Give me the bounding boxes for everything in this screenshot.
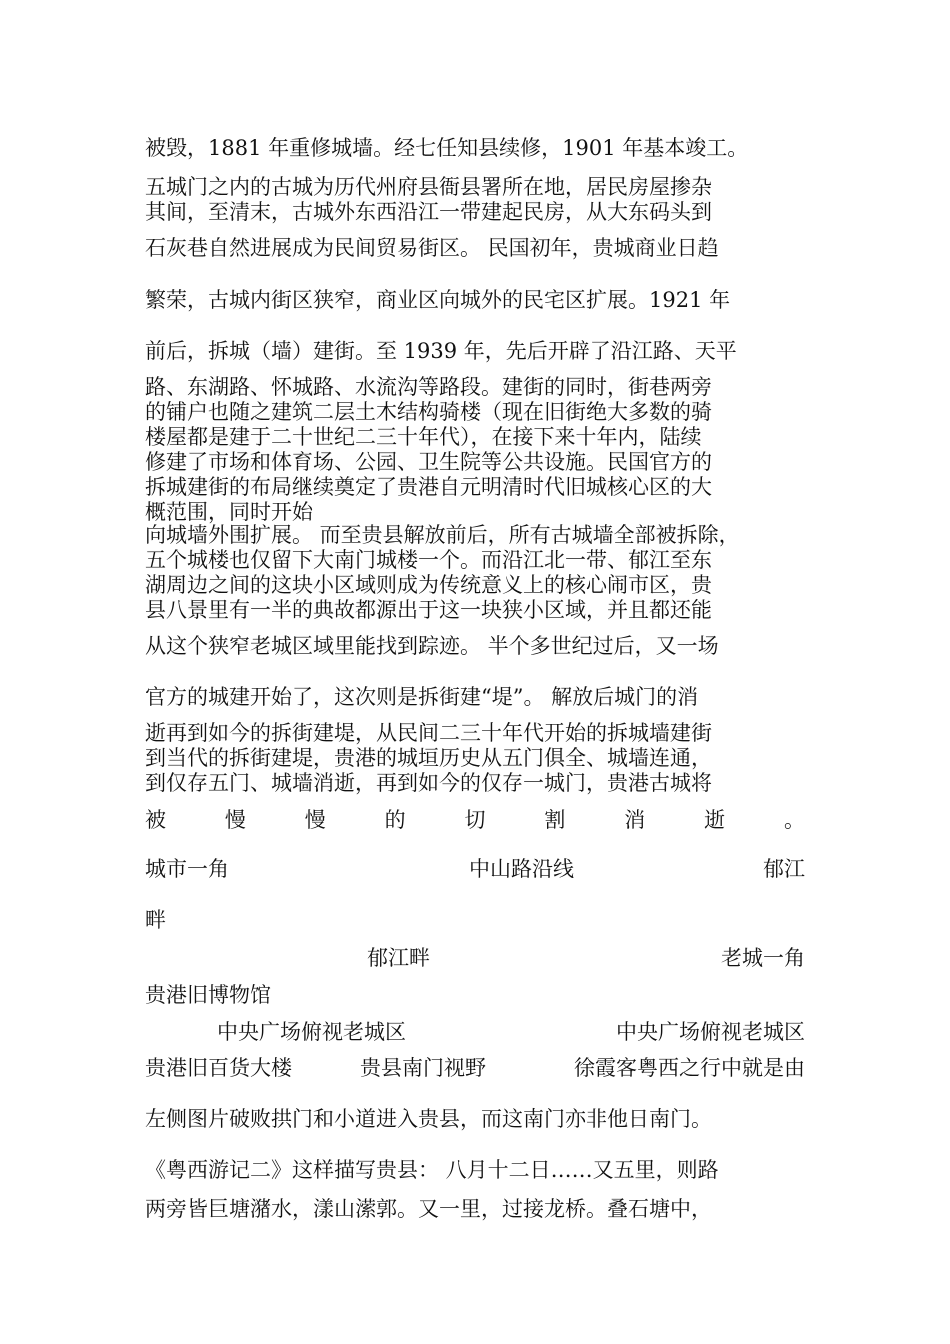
image-caption: 郁江	[763, 857, 805, 881]
spread-char: 被	[145, 808, 166, 832]
paragraph-line: 拆城建街的布局继续奠定了贵港自元明清时代旧城核心区的大	[145, 475, 712, 499]
image-caption: 城市一角	[145, 857, 229, 881]
image-caption: 郁江畔	[367, 946, 430, 970]
paragraph-line: 五城门之内的古城为历代州府县衙县署所在地，居民房屋掺杂	[145, 175, 712, 199]
caption-row	[145, 944, 805, 972]
paragraph-line: 两旁皆巨塘潴水，漾山潆郭。又一里，过接龙桥。叠石塘中，	[145, 1197, 712, 1221]
paragraph-line: 路、东湖路、怀城路、水流沟等路段。建街的同时，街巷两旁	[145, 375, 712, 399]
caption-row	[145, 855, 805, 883]
paragraph-line: 官方的城建开始了，这次则是拆街建“堤”。 解放后城门的消	[145, 685, 699, 709]
image-caption: 贵港旧博物馆	[145, 983, 271, 1007]
paragraph-line: 前后，拆城（墙）建街。至 1939 年，先后开辟了沿江路、天平	[145, 339, 737, 363]
paragraph-line: 县八景里有一半的典故都源出于这一块狭小区域，并且都还能	[145, 598, 712, 622]
paragraph-line: 左侧图片破败拱门和小道进入贵县，而这南门亦非他日南门。	[145, 1107, 712, 1131]
caption-row	[145, 1054, 805, 1082]
paragraph-line: 被毁，1881 年重修城墙。经七任知县续修，1901 年基本竣工。	[145, 136, 749, 160]
paragraph-line: 湖周边之间的这块小区域则成为传统意义上的核心闹市区，贵	[145, 573, 712, 597]
spread-char: 逝	[704, 808, 726, 832]
paragraph-line: 修建了市场和体育场、公园、卫生院等公共设施。民国官方的	[145, 450, 712, 474]
paragraph-line: 逝再到如今的拆街建堤，从民间二三十年代开始的拆城墙建街	[145, 721, 712, 745]
spread-char: 的	[384, 808, 406, 832]
spread-char: 切	[464, 808, 486, 832]
paragraph-line: 楼屋都是建于二十世纪二三十年代），在接下来十年内，陆续	[145, 425, 702, 449]
paragraph-line: 徐霞客粤西之行中就是由	[574, 1056, 805, 1080]
caption-row	[145, 906, 805, 934]
image-caption: 中央广场俯视老城区	[217, 1020, 406, 1044]
spread-line	[145, 806, 805, 834]
spread-char: 割	[544, 808, 566, 832]
paragraph-line: 向城墙外围扩展。 而至贵县解放前后，所有古城墙全部被拆除，	[145, 523, 740, 547]
paragraph-line: 石灰巷自然进展成为民间贸易街区。 民国初年，贵城商业日趋	[145, 236, 719, 260]
caption-row	[145, 1018, 805, 1046]
paragraph-line: 从这个狭窄老城区域里能找到踪迹。 半个多世纪过后，又一场	[145, 634, 719, 658]
spread-char: 消	[624, 808, 646, 832]
spread-char: 慢	[304, 808, 326, 832]
paragraph-line: 《粤西游记二》这样描写贵县： 八月十二日……又五里，则路	[145, 1158, 719, 1182]
spread-char: 慢	[224, 808, 246, 832]
paragraph-line: 概范围，同时开始	[145, 500, 313, 524]
image-caption: 中山路沿线	[469, 857, 574, 881]
caption-row	[145, 981, 805, 1009]
image-caption: 畔	[145, 908, 166, 932]
image-caption: 中央广场俯视老城区	[616, 1020, 805, 1044]
paragraph-line: 到仅存五门、城墙消逝，再到如今的仅存一城门，贵港古城将	[145, 771, 712, 795]
paragraph-line: 其间，至清末，古城外东西沿江一带建起民房，从大东码头到	[145, 200, 712, 224]
paragraph-line: 到当代的拆街建堤，贵港的城垣历史从五门俱全、城墙连通，	[145, 746, 712, 770]
image-caption: 贵县南门视野	[360, 1056, 486, 1080]
paragraph-line: 繁荣，古城内街区狭窄，商业区向城外的民宅区扩展。1921 年	[145, 288, 731, 312]
paragraph-line: 的铺户也随之建筑二层土木结构骑楼（现在旧街绝大多数的骑	[145, 400, 712, 424]
image-caption: 贵港旧百货大楼	[145, 1056, 292, 1080]
paragraph-line: 五个城楼也仅留下大南门城楼一个。而沿江北一带、郁江至东	[145, 548, 712, 572]
spread-char: 。	[784, 808, 805, 832]
image-caption: 老城一角	[721, 946, 805, 970]
